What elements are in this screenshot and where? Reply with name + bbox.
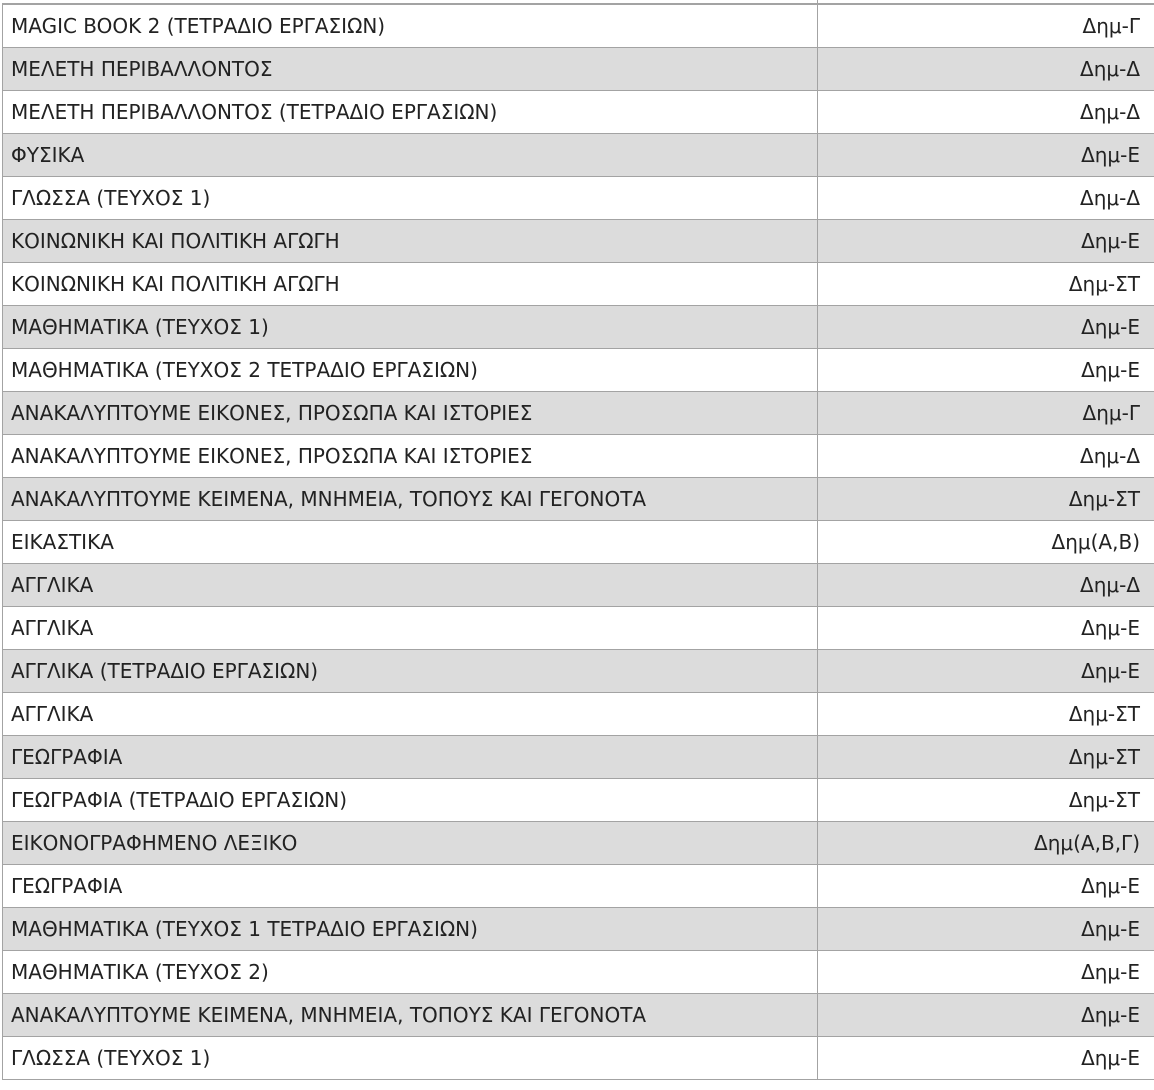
table-row[interactable] xyxy=(3,91,1154,134)
table-row[interactable] xyxy=(3,1037,1154,1080)
table-row[interactable] xyxy=(3,693,1154,736)
table-row[interactable] xyxy=(3,650,1154,693)
table-row[interactable] xyxy=(3,435,1154,478)
table-row[interactable] xyxy=(3,564,1154,607)
grade-cell xyxy=(818,435,1154,478)
table-row[interactable] xyxy=(3,994,1154,1037)
table-row[interactable] xyxy=(3,822,1154,865)
grade-cell xyxy=(818,521,1154,564)
grade-cell xyxy=(818,306,1154,349)
grade-label: Δημ-Ε xyxy=(1081,358,1140,382)
book-title: ΕΙΚΟΝΟΓΡΑΦΗΜΕΝΟ ΛΕΞΙΚΟ xyxy=(3,822,818,865)
book-title: ΓΕΩΓΡΑΦΙΑ xyxy=(3,865,818,908)
book-title: ΜΑΘΗΜΑΤΙΚΑ (ΤΕΥΧΟΣ 2) xyxy=(3,951,818,994)
grade-label: Δημ(Α,Β) xyxy=(1051,530,1140,554)
book-title: ΓΕΩΓΡΑΦΙΑ xyxy=(3,736,818,779)
grade-label: Δημ-Ε xyxy=(1081,229,1140,253)
book-list-table-container xyxy=(2,4,1154,1080)
grade-cell xyxy=(818,908,1154,951)
grade-label: Δημ-ΣΤ xyxy=(1068,745,1140,769)
book-title: ΚΟΙΝΩΝΙΚΗ ΚΑΙ ΠΟΛΙΤΙΚΗ ΑΓΩΓΗ xyxy=(3,263,818,306)
book-title: MAGIC BOOK 2 (ΤΕΤΡΑΔΙΟ ΕΡΓΑΣΙΩΝ) xyxy=(3,5,818,48)
grade-cell xyxy=(818,951,1154,994)
table-row[interactable] xyxy=(3,134,1154,177)
grade-cell xyxy=(818,693,1154,736)
grade-cell xyxy=(818,564,1154,607)
table-row[interactable] xyxy=(3,5,1154,48)
grade-cell xyxy=(818,177,1154,220)
grade-cell xyxy=(818,736,1154,779)
grade-label: Δημ-Ε xyxy=(1081,616,1140,640)
book-title: ΑΓΓΛΙΚΑ xyxy=(3,693,818,736)
book-title: ΓΕΩΓΡΑΦΙΑ (ΤΕΤΡΑΔΙΟ ΕΡΓΑΣΙΩΝ) xyxy=(3,779,818,822)
grade-label: Δημ-Δ xyxy=(1080,100,1140,124)
table-row[interactable] xyxy=(3,220,1154,263)
book-title: ΚΟΙΝΩΝΙΚΗ ΚΑΙ ΠΟΛΙΤΙΚΗ ΑΓΩΓΗ xyxy=(3,220,818,263)
book-list-body xyxy=(3,5,1154,1080)
book-title: ΓΛΩΣΣΑ (ΤΕΥΧΟΣ 1) xyxy=(3,1037,818,1080)
grade-cell xyxy=(818,650,1154,693)
grade-label: Δημ-Δ xyxy=(1080,57,1140,81)
grade-label: Δημ-ΣΤ xyxy=(1068,272,1140,296)
grade-cell xyxy=(818,822,1154,865)
book-title: ΕΙΚΑΣΤΙΚΑ xyxy=(3,521,818,564)
book-title: ΑΝΑΚΑΛΥΠΤΟΥΜΕ ΚΕΙΜΕΝΑ, ΜΝΗΜΕΙΑ, ΤΟΠΟΥΣ ΚΑΙ ΓΕΓΟΝΟΤΑ xyxy=(3,994,818,1037)
grade-label: Δημ-Ε xyxy=(1081,1003,1140,1027)
table-row[interactable] xyxy=(3,865,1154,908)
book-title: ΑΝΑΚΑΛΥΠΤΟΥΜΕ ΕΙΚΟΝΕΣ, ΠΡΟΣΩΠΑ ΚΑΙ ΙΣΤΟΡΙΕΣ xyxy=(3,435,818,478)
grade-label: Δημ-Ε xyxy=(1081,659,1140,683)
grade-cell xyxy=(818,349,1154,392)
grade-label: Δημ-Γ xyxy=(1082,401,1140,425)
book-title: ΜΑΘΗΜΑΤΙΚΑ (ΤΕΥΧΟΣ 1 ΤΕΤΡΑΔΙΟ ΕΡΓΑΣΙΩΝ) xyxy=(3,908,818,951)
grade-label: Δημ-Δ xyxy=(1080,186,1140,210)
grade-cell xyxy=(818,263,1154,306)
grade-cell xyxy=(818,48,1154,91)
grade-label: Δημ-Ε xyxy=(1081,143,1140,167)
table-row[interactable] xyxy=(3,478,1154,521)
grade-cell xyxy=(818,91,1154,134)
book-title: ΑΝΑΚΑΛΥΠΤΟΥΜΕ ΚΕΙΜΕΝΑ, ΜΝΗΜΕΙΑ, ΤΟΠΟΥΣ ΚΑΙ ΓΕΓΟΝΟΤΑ xyxy=(3,478,818,521)
grade-cell xyxy=(818,865,1154,908)
book-title: ΜΕΛΕΤΗ ΠΕΡΙΒΑΛΛΟΝΤΟΣ xyxy=(3,48,818,91)
grade-label: Δημ-ΣΤ xyxy=(1068,702,1140,726)
grade-label: Δημ-ΣΤ xyxy=(1068,487,1140,511)
grade-label: Δημ-ΣΤ xyxy=(1068,788,1140,812)
table-row[interactable] xyxy=(3,306,1154,349)
table-row[interactable] xyxy=(3,521,1154,564)
grade-label: Δημ-Ε xyxy=(1081,917,1140,941)
grade-cell xyxy=(818,994,1154,1037)
grade-cell xyxy=(818,5,1154,48)
book-title: ΜΑΘΗΜΑΤΙΚΑ (ΤΕΥΧΟΣ 2 ΤΕΤΡΑΔΙΟ ΕΡΓΑΣΙΩΝ) xyxy=(3,349,818,392)
grade-label: Δημ-Ε xyxy=(1081,315,1140,339)
grade-cell xyxy=(818,220,1154,263)
grade-cell xyxy=(818,392,1154,435)
book-title: ΦΥΣΙΚΑ xyxy=(3,134,818,177)
page-left-margin xyxy=(0,0,2,1090)
table-row[interactable] xyxy=(3,349,1154,392)
table-row[interactable] xyxy=(3,951,1154,994)
book-title: ΑΓΓΛΙΚΑ (ΤΕΤΡΑΔΙΟ ΕΡΓΑΣΙΩΝ) xyxy=(3,650,818,693)
table-row[interactable] xyxy=(3,263,1154,306)
grade-label: Δημ-Ε xyxy=(1081,874,1140,898)
book-title: ΑΝΑΚΑΛΥΠΤΟΥΜΕ ΕΙΚΟΝΕΣ, ΠΡΟΣΩΠΑ ΚΑΙ ΙΣΤΟΡΙΕΣ xyxy=(3,392,818,435)
book-title: ΜΕΛΕΤΗ ΠΕΡΙΒΑΛΛΟΝΤΟΣ (ΤΕΤΡΑΔΙΟ ΕΡΓΑΣΙΩΝ) xyxy=(3,91,818,134)
grade-label: Δημ(Α,Β,Γ) xyxy=(1034,831,1140,855)
book-list-table xyxy=(2,4,1154,1080)
grade-label: Δημ-Ε xyxy=(1081,1046,1140,1070)
table-row[interactable] xyxy=(3,48,1154,91)
grade-label: Δημ-Γ xyxy=(1082,14,1140,38)
book-title: ΓΛΩΣΣΑ (ΤΕΥΧΟΣ 1) xyxy=(3,177,818,220)
table-row[interactable] xyxy=(3,392,1154,435)
grade-cell xyxy=(818,779,1154,822)
book-title: ΑΓΓΛΙΚΑ xyxy=(3,607,818,650)
table-row[interactable] xyxy=(3,607,1154,650)
grade-label: Δημ-Δ xyxy=(1080,444,1140,468)
table-row[interactable] xyxy=(3,177,1154,220)
grade-cell xyxy=(818,1037,1154,1080)
table-row[interactable] xyxy=(3,736,1154,779)
book-title: ΑΓΓΛΙΚΑ xyxy=(3,564,818,607)
grade-label: Δημ-Ε xyxy=(1081,960,1140,984)
grade-cell xyxy=(818,607,1154,650)
grade-label: Δημ-Δ xyxy=(1080,573,1140,597)
book-title: ΜΑΘΗΜΑΤΙΚΑ (ΤΕΥΧΟΣ 1) xyxy=(3,306,818,349)
table-row[interactable] xyxy=(3,908,1154,951)
table-row[interactable] xyxy=(3,779,1154,822)
grade-cell xyxy=(818,478,1154,521)
grade-cell xyxy=(818,134,1154,177)
